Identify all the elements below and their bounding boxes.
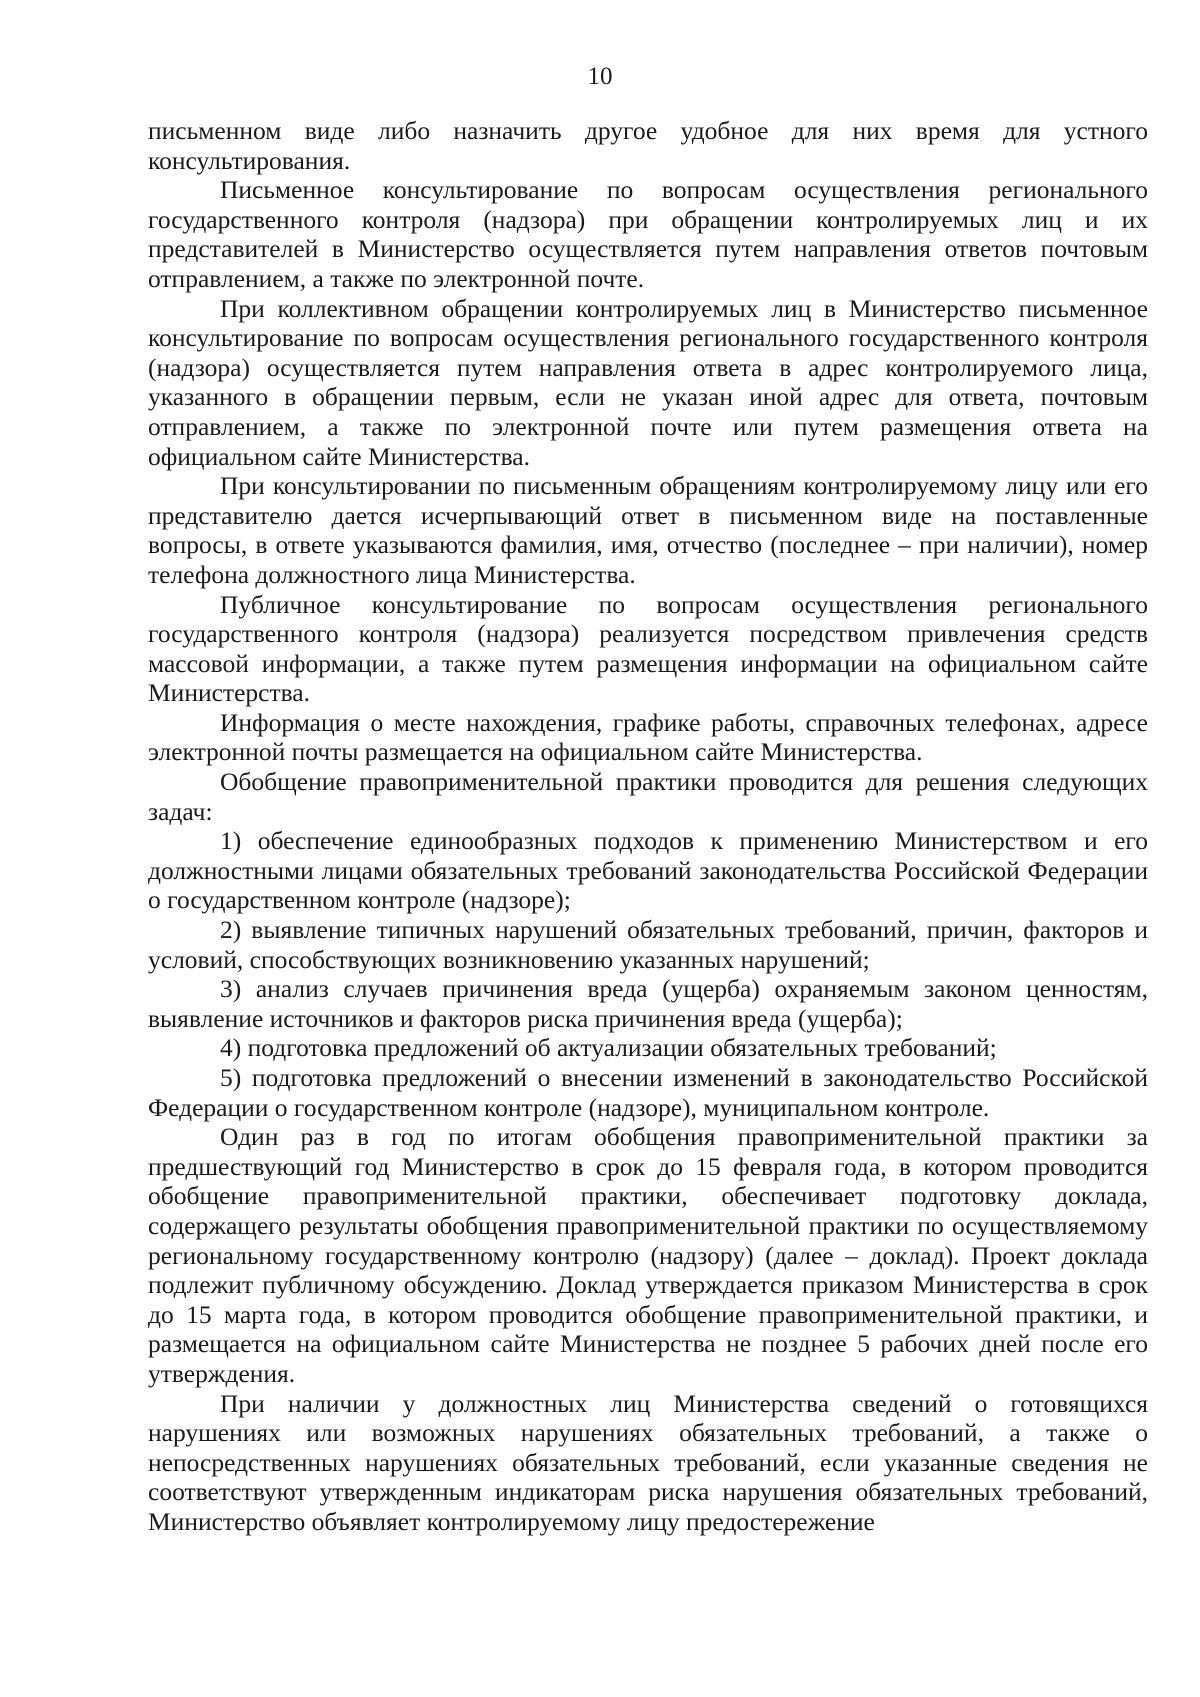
list-item-task-2: 2) выявление типичных нарушений обязательных требований, причин, факторов и условий, способствующих возникновению указанных нарушений; xyxy=(148,915,1148,974)
document-body xyxy=(148,116,1148,1537)
paragraph-public-consultation: Публичное консультирование по вопросам осуществления регионального государственного контроля (надзора) реализуется посредством привлечения средств массовой информации, а также путем размещения информации на официальном сайте Министерства. xyxy=(148,589,1148,708)
paragraph-continuation: письменном виде либо назначить другое удобное для них время для устного консультирования. xyxy=(148,116,1148,175)
list-item-task-1: 1) обеспечение единообразных подходов к применению Министерством и его должностными лицами обязательных требований законодательства Российской Федерации о государственном контроле (надзоре); xyxy=(148,826,1148,915)
paragraph-contact-info: Информация о месте нахождения, графике работы, справочных телефонах, адресе электронной почты размещается на официальном сайте Министерства. xyxy=(148,707,1148,767)
paragraph-written-consultation: Письменное консультирование по вопросам осуществления регионального государственного контроля (надзора) при обращении контролируемых лиц и их представителей в Министерство осуществляется путем направления ответов почтовым отправлением, а также по электронной почте. xyxy=(148,175,1148,293)
paragraph-written-appeals: При консультировании по письменным обращениям контролируемому лицу или его представителю дается исчерпывающий ответ в письменном виде на поставленные вопросы, в ответе указываются фамилия, имя, отчество (последнее – при наличии), номер телефона должностного лица Министерства. xyxy=(148,471,1148,589)
paragraph-practice-tasks-intro: Обобщение правоприменительной практики проводится для решения следующих задач: xyxy=(148,767,1148,826)
list-item-task-5: 5) подготовка предложений о внесении изменений в законодательство Российской Федерации о государственном контроле (надзоре), муниципальном контроле. xyxy=(148,1063,1148,1122)
paragraph-collective-appeal: При коллективном обращении контролируемых лиц в Министерство письменное консультирование по вопросам осуществления регионального государственного контроля (надзора) осуществляется путем направления ответа в адрес контролируемого лица, указанного в обращении первым, если не указан иной адрес для ответа, почтовым отправлением, а также по электронной почте или путем размещения ответа на официальном сайте Министерства. xyxy=(148,293,1148,471)
list-item-task-4: 4) подготовка предложений об актуализации обязательных требований; xyxy=(220,1033,997,1063)
paragraph-warning: При наличии у должностных лиц Министерства сведений о готовящихся нарушениях или возможных нарушениях обязательных требований, а также о непосредственных нарушениях обязательных требований, если указанные сведения не соответствуют утвержденным индикаторам риска нарушения обязательных требований, Министерство объявляет контролируемому лицу предостережение xyxy=(148,1388,1148,1536)
paragraph-annual-report: Один раз в год по итогам обобщения правоприменительной практики за предшествующий год Министерство в срок до 15 февраля года, в котором проводится обобщение правоприменительной практики, обеспечивает подготовку доклада, содержащего результаты обобщения правоприменительной практики по осуществляемому региональному государственному контролю (надзору) (далее – доклад). Проект доклада подлежит публичному обсуждению. Доклад утверждается приказом Министерства в срок до 15 марта года, в котором проводится обобщение правоприменительной практики, и размещается на официальном сайте Министерства не позднее 5 рабочих дней после его утверждения. xyxy=(148,1122,1148,1388)
page-number: 10 xyxy=(587,63,613,90)
list-item-task-3: 3) анализ случаев причинения вреда (ущерба) охраняемым законом ценностям, выявление источников и факторов риска причинения вреда (ущерба); xyxy=(148,974,1148,1033)
